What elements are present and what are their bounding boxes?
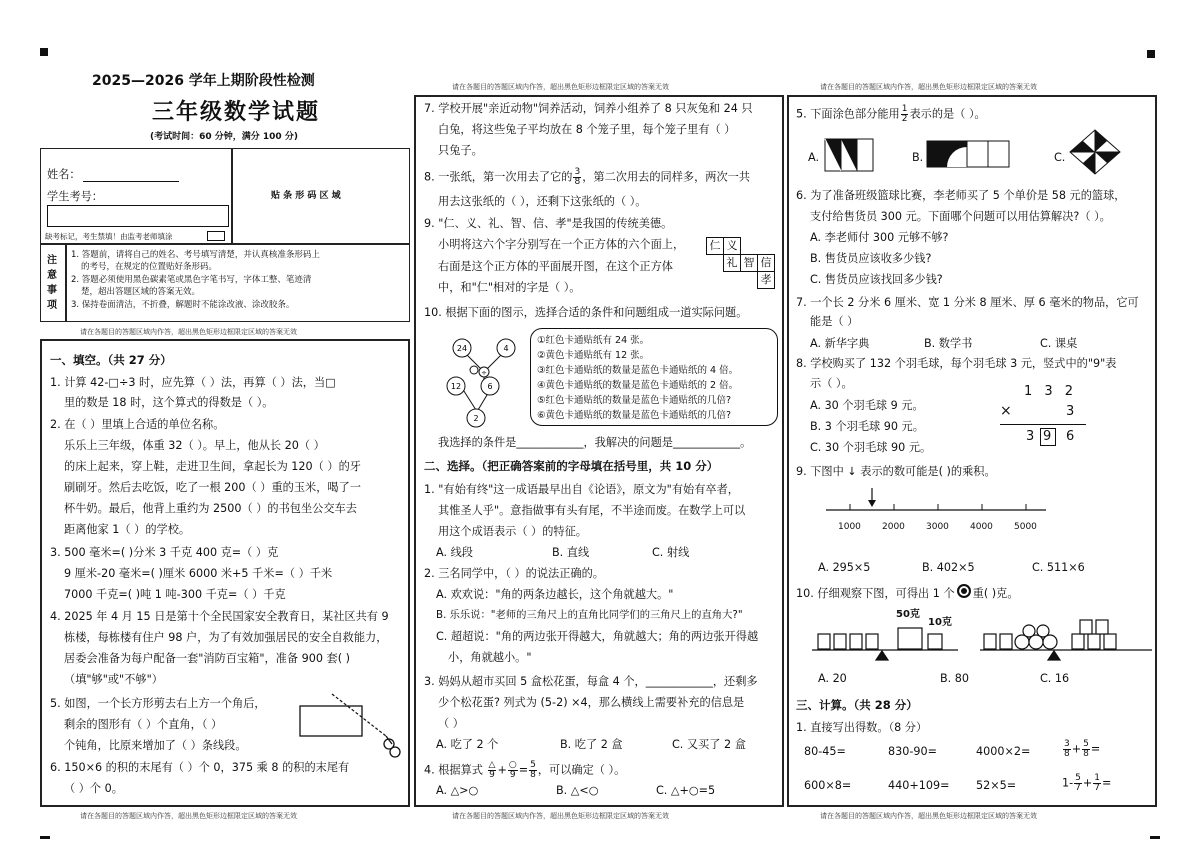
question-line: 用这个成语表示（ ）的特征。: [438, 525, 587, 538]
question-line: 4. 根据算式 $\frac{\triangle}{9}$ + $\frac{○}{9}$ = $\frac{5}{8}$ ，可以确定（ ）。: [424, 760, 626, 780]
question-line: 乐乐上三年级，体重 32（ ）。早上，他从长 20（ ）: [64, 439, 325, 452]
answer-notice: 请在各题目的答题区域内作答，超出黑色矩形边框限定区域的答案无效: [820, 812, 1037, 820]
question-line: 个钝角，比原来增加了（ ）条线段。: [64, 739, 247, 752]
question-line: 3. 500 毫米=( )分米 3 千克 400 克=（ ）克: [50, 546, 279, 559]
question-line: 刷刷牙。然后去吃饭，吃了一根 200（ ）重的玉米，喝了一: [64, 481, 361, 494]
question-line: 中，和"仁"相对的字是（ ）。: [438, 281, 581, 294]
question-line: A. 欢欢说："角的两条边越长，这个角就越大。": [436, 588, 674, 601]
question-line: [424, 168, 750, 187]
question-line: 剩余的图形有（ ）个直角，（ ）: [64, 718, 223, 731]
question-text: 10. 仔细观察下图，可得出 1 个: [796, 587, 955, 600]
tree-operator: ÷: [481, 369, 487, 377]
cube-face: 礼: [723, 254, 741, 272]
operation-tree-diagram: [440, 334, 528, 434]
registration-mark: [1150, 836, 1160, 839]
question-line: 1. 计算 42-□÷3 时，应先算（ ）法，再算（ ）法，当□: [50, 376, 336, 389]
calc-item: 80-45=: [804, 745, 846, 758]
question-line: A. 李老师付 300 元够不够?: [810, 231, 949, 244]
question-line: 杯牛奶。最后，他背上重约为 2500（ ）的书包坐公交车去: [64, 502, 357, 515]
question-line: 的床上起来，穿上鞋，走进卫生间，拿起长为 120（ ）的牙: [64, 460, 361, 473]
question-line: （填"够"或"不够"）: [64, 673, 163, 686]
tree-node: 24: [456, 344, 468, 353]
question-line: 9. 下图中 ↓ 表示的数可能是( )的乘积。: [796, 465, 996, 478]
question-line: 7000 千克=( )吨 1 吨-300 千克=（ ）千克: [64, 588, 286, 601]
question-line: （ ）: [438, 717, 464, 730]
down-arrow-icon: [868, 488, 876, 507]
section-heading: 三、计算。（共 28 分）: [796, 698, 918, 712]
calc-item: $\frac{3}{8}$ + $\frac{5}{8}$ =: [1064, 739, 1101, 759]
option-b: B. 数学书: [924, 337, 973, 350]
option-a: A. 20: [818, 672, 847, 685]
question-line: 用去这张纸的（ ），还剩下这张纸的（ ）。: [438, 195, 647, 208]
ball-icon: [957, 584, 971, 598]
option-c: C. 又买了 2 盒: [672, 738, 746, 751]
cube-face: 仁: [706, 237, 724, 255]
question-line: 6. 为了准备班级篮球比赛，李老师买了 5 个单价是 58 元的篮球，: [796, 189, 1126, 202]
condition-item: ②黄色卡通贴纸有 12 张。: [537, 350, 650, 361]
shape-a-divided-rectangle: [824, 138, 874, 172]
condition-item: ①红色卡通贴纸有 24 张。: [537, 335, 650, 346]
question-line: 6. 150×6 的积的末尾有（ ）个 0，375 乘 8 的积的末尾有: [50, 761, 350, 774]
option-c: C. 16: [1040, 672, 1070, 685]
question-line: 2. 三名同学中，（ ）的说法正确的。: [424, 567, 604, 580]
exam-year: 2025—2026 学年上期阶段性检测: [92, 73, 315, 89]
condition-item: ③红色卡通贴纸的数量是蓝色卡通贴纸的 4 倍。: [537, 365, 739, 376]
option-c: C. 课桌: [1040, 337, 1078, 350]
product-digit: 6: [1066, 429, 1075, 444]
notes-box: [40, 244, 410, 322]
tree-node: 2: [473, 414, 479, 423]
name-label: 姓名：: [47, 168, 81, 181]
question-line: B. 3 个羽毛球 90 元。: [810, 420, 924, 433]
question-line: 4. 2025 年 4 月 15 日是第十个全民国家安全教育日，某社区共有 9: [50, 610, 389, 623]
question-line: [796, 584, 1019, 601]
calc-item: 440+109=: [888, 779, 950, 792]
question-text: 表示的是（ ）。: [909, 107, 986, 121]
fraction-circle-9: $\frac{○}{9}$: [508, 760, 517, 780]
question-line: （ ）个 0。: [64, 782, 123, 795]
cube-face: 孝: [757, 271, 775, 289]
fraction-1-7: $\frac{1}{7}$: [1094, 773, 1100, 793]
option-c: C. △+○=5: [656, 784, 716, 797]
barcode-area: 贴 条 形 码 区 域: [271, 191, 341, 201]
question-line: 居委会准备为每户配备一套"消防百宝箱"，准备 900 套( ): [64, 652, 350, 665]
option-b: B. 80: [940, 672, 970, 685]
question-line: 7. 一个长 2 分米 6 厘米、宽 1 分米 8 厘米、厚 6 毫米的物品，它可: [796, 296, 1139, 309]
question-line: C. 30 个羽毛球 90 元。: [810, 441, 932, 454]
option-a: A. △>○: [436, 784, 479, 797]
note-item: 2. 答题必须使用黑色碳素笔或黑色字笔书写，字体工整、笔迹清: [71, 275, 312, 285]
question-line: 5. 如图，一个长方形剪去右上方一个角后，: [50, 697, 266, 710]
tree-node: 4: [503, 344, 509, 353]
question-line: [796, 105, 986, 124]
option-b: B. 402×5: [922, 561, 975, 574]
weight-label: 50克: [896, 609, 920, 620]
absent-mark-label: 缺考标记，考生禁填！由监考老师填涂: [45, 232, 173, 241]
question-line: 距离他家 1（ ）的学校。: [64, 523, 191, 536]
option-a: A. 吃了 2 个: [436, 738, 499, 751]
tick-label: 4000: [970, 522, 993, 532]
tick-label: 5000: [1014, 522, 1037, 532]
answer-notice: 请在各题目的答题区域内作答，超出黑色矩形边框限定区域的答案无效: [820, 83, 1037, 91]
question-line: 右面是这个正方体的平面展开图，在这个正方体: [438, 260, 673, 273]
question-line: 8. 学校购买了 132 个羽毛球，每个羽毛球 3 元，竖式中的"9"表: [796, 357, 1117, 370]
question-text: 4. 根据算式: [424, 763, 483, 777]
option-a: A.: [808, 151, 820, 164]
id-label: 学生考号：: [47, 190, 103, 203]
question-line: 9. "仁、义、礼、智、信、孝"是我国的传统美德。: [424, 217, 673, 230]
tick-label: 1000: [838, 522, 861, 532]
answer-notice: 请在各题目的答题区域内作答，超出黑色矩形边框限定区域的答案无效: [80, 812, 297, 820]
question-text: 重( )克。: [972, 587, 1019, 600]
question-line: 支付给售货员 300 元。下面哪个问题可以用估算解决?（ ）。: [810, 210, 1111, 223]
question-line: 里的数是 18 时，这个算式的得数是（ ）。: [64, 396, 274, 409]
question-line: 10. 根据下面的图示，选择合适的条件和问题组成一道实际问题。: [424, 306, 748, 319]
calc-item: 4000×2=: [976, 745, 1031, 758]
answer-notice: 请在各题目的答题区域内作答，超出黑色矩形边框限定区域的答案无效: [80, 328, 297, 336]
question-line: B. 售货员应该收多少钱?: [810, 252, 932, 265]
answer-notice: 请在各题目的答题区域内作答，超出黑色矩形边框限定区域的答案无效: [452, 83, 669, 91]
fraction-5-8: $\frac{5}{8}$: [530, 760, 536, 780]
option-a: A. 线段: [436, 546, 473, 559]
multiplier: 3: [1066, 404, 1075, 419]
question-line: 栋楼，每栋楼有住户 98 户，为了有效加强居民的安全自救能力，: [64, 631, 388, 644]
question-line: 示（ ）。: [810, 377, 853, 390]
calc-item: 52×5=: [976, 779, 1017, 792]
student-id-field[interactable]: [47, 205, 229, 227]
balance-scales-figure: [808, 604, 1156, 666]
answer-notice: 请在各题目的答题区域内作答，超出黑色矩形边框限定区域的答案无效: [452, 812, 669, 820]
question-line: 能是（ ）: [810, 315, 859, 328]
name-field[interactable]: [83, 181, 179, 182]
shape-b-rectangle-arcs: [926, 140, 1010, 168]
exam-info: (考试时间：60 分钟，满分 100 分): [150, 132, 298, 142]
rectangle-cut-figure: [296, 692, 406, 762]
question-line: 小，角就越小。": [448, 651, 532, 664]
option-b: B. △<○: [556, 784, 599, 797]
fraction-5-7: $\frac{5}{7}$: [1075, 773, 1081, 793]
weight-label: 10克: [928, 617, 952, 628]
cube-face: 义: [723, 237, 741, 255]
calc-item: 600×8=: [804, 779, 852, 792]
condition-item: ⑤红色卡通贴纸的数量是蓝色卡通贴纸的几倍?: [537, 395, 732, 406]
tick-label: 3000: [926, 522, 949, 532]
question-line: 2. 在（ ）里填上合适的单位名称。: [50, 418, 225, 431]
question-line: 少个松花蛋? 列式为 (5-2) ×4，那么横线上需要补充的信息是: [438, 696, 745, 709]
question-line: 其惟圣人乎"。意指做事有头有尾，不半途而废。在数学上可以: [438, 504, 746, 517]
multiply-sign: ×: [1000, 403, 1012, 419]
option-c: C. 511×6: [1032, 561, 1085, 574]
option-b: B. 直线: [552, 546, 590, 559]
note-item: 的考号，在规定的位置贴好条形码。: [81, 262, 218, 272]
fraction-3-8: $\frac{3}{8}$: [574, 167, 581, 187]
question-line: A. 30 个羽毛球 9 元。: [810, 399, 924, 412]
question-text: ，可以确定（ ）。: [537, 763, 626, 777]
cube-face: 智: [740, 254, 758, 272]
option-b: B. 吃了 2 盒: [560, 738, 623, 751]
note-item: 1. 答题前，请将自己的姓名、考号填写清楚，并认真核准条形码上: [71, 250, 320, 260]
answer-line: 我选择的条件是____________，我解决的问题是____________。: [438, 436, 752, 449]
page-title: 三年级数学试题: [152, 100, 321, 125]
shape-c-diamond: [1068, 128, 1122, 176]
question-line: 3. 妈妈从超市买回 5 盒松花蛋，每盒 4 个，____________，还剩多: [424, 675, 758, 688]
scissors-icon: [384, 736, 400, 757]
vertical-multiplication: [1000, 384, 1100, 446]
fraction-3-8: $\frac{3}{8}$: [1064, 739, 1070, 759]
question-text: 8. 一张纸，第一次用去了它的: [424, 170, 573, 184]
option-c: C.: [1054, 151, 1066, 164]
calc-item: 1- $\frac{5}{7}$ + $\frac{1}{7}$ =: [1062, 773, 1112, 793]
multiplicand: 1 3 2: [1024, 384, 1078, 399]
question-line: 只兔子。: [438, 144, 483, 157]
conditions-box: [530, 328, 778, 426]
question-line: 小明将这六个字分别写在一个正方体的六个面上，: [438, 238, 685, 251]
condition-item: ④黄色卡通贴纸的数量是蓝色卡通贴纸的 2 倍。: [537, 380, 739, 391]
fraction-triangle-9: $\frac{\triangle}{9}$: [488, 760, 496, 780]
fraction-5-8: $\frac{5}{8}$: [1083, 739, 1089, 759]
option-b: B.: [912, 151, 924, 164]
condition-item: ⑥黄色卡通贴纸的数量是蓝色卡通贴纸的几倍?: [537, 410, 732, 421]
note-item: 楚，超出答题区域的答案无效。: [81, 287, 201, 297]
cube-net: [706, 237, 778, 289]
tree-node: 12: [450, 382, 462, 391]
question-line: 1. "有始有终"这一成语最早出自《论语》，原文为"有始有卒者，: [424, 483, 739, 496]
registration-mark: [1147, 50, 1155, 58]
tree-node: 6: [487, 382, 493, 391]
section-heading: 二、选择。（把正确答案前的字母填在括号里，共 10 分）: [424, 459, 719, 473]
product-digit: 3: [1026, 429, 1035, 444]
question-line: 白兔，将这些兔子平均放在 8 个笼子里，每个笼子里有（ ）: [438, 123, 736, 136]
registration-mark: [40, 836, 50, 839]
registration-mark: [40, 48, 48, 56]
question-line: B. 乐乐说："老师的三角尺上的直角比同学们的三角尺上的直角大?": [436, 609, 743, 621]
subsection-heading: 1. 直接写出得数。（8 分）: [796, 721, 928, 734]
notes-label: 注意事项: [47, 255, 57, 311]
note-item: 3. 保持卷面清洁，不折叠，解题时不能涂改液、涂改胶条。: [71, 300, 295, 310]
question-line: C. 售货员应该找回多少钱?: [810, 273, 943, 286]
cube-face: 信: [757, 254, 775, 272]
question-line: 9 厘米-20 毫米=( )厘米 6000 米+5 千米=（ ）千米: [64, 567, 333, 580]
product-digit-highlight: 9: [1043, 429, 1052, 444]
tick-label: 2000: [882, 522, 905, 532]
fraction-1-2: $\frac{1}{2}$: [901, 104, 908, 124]
option-a: A. 新华字典: [810, 337, 870, 350]
student-info-box: [40, 148, 410, 244]
option-c: C. 射线: [652, 546, 690, 559]
section-heading: 一、填空。（共 27 分）: [50, 353, 172, 367]
option-a: A. 295×5: [818, 561, 871, 574]
absent-checkbox[interactable]: [207, 231, 225, 241]
calc-item: 830-90=: [888, 745, 937, 758]
question-text: 5. 下面涂色部分能用: [796, 107, 900, 121]
question-line: 7. 学校开展"亲近动物"饲养活动，饲养小组养了 8 只灰兔和 24 只: [424, 102, 753, 115]
question-line: C. 超超说："角的两边张开得越大，角就越大；角的两边张开得越: [436, 630, 759, 643]
question-text: ，第二次用去的同样多，两次一共: [582, 170, 751, 184]
